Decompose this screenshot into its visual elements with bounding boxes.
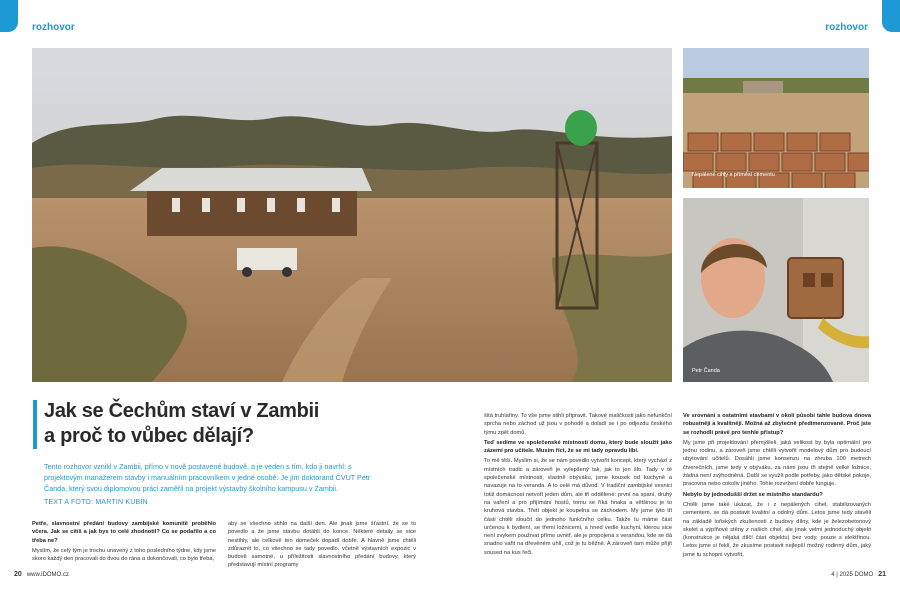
main-photo-building	[32, 48, 672, 382]
text-column-1	[32, 520, 216, 565]
caption-portrait: Petr Čanda	[692, 368, 720, 374]
interview-answer: šitá truhlařiny. To vše jsme stihli připravit. Takové maličkosti jako nefunkční sprcha nebo záchod už jsou v pohodě a doladí se i po odjezdu českého týmu zpět domů.	[484, 413, 672, 436]
interview-answer: My jsme při projektování přemýšleli, jaká velikost by byla optimální pro jednu rodinu, a zároveň jsme chtěli vytvořit modelový dům pro budoucí ubytování učitelů. Dosáhli jsme konsenzu na zhruba 100 metrech čtverečních, jsme tedy v obýváku, za námi jsou tři stejně velké ložnice, žádná není zvýhodněná. Další se využít podle potřeby, jako dětské pokoje, pracovna nebo cokoliv jiného. Tohle rozvržení dobře funguje.	[683, 439, 872, 488]
section-label-left: rozhovor	[32, 22, 75, 33]
headline-accent-bar	[33, 400, 37, 449]
headline-line-1: Jak se Čechům staví v Zambii	[44, 400, 320, 422]
page-number-left: 20	[14, 571, 22, 578]
article-headline	[44, 399, 344, 449]
caption-bricks: Nepálené cihly s příměsí cementu	[692, 172, 775, 178]
interview-answer: To mě těší. Myslím si, že se nám povedlo vytvořit koncept, který vychází z místních tradic a zároveň je vylepšený tak, jak to jen šlo. Tady v té společenské místnosti, vlastně obýváku, jsme kousek od kuchyně a navazuje na to veranda. A to celé má důvod. V tradiční zambijské vesnici totiž domácnost netvoří jeden dům, ale tři oddělené: první na spaní, druhý na vaření a pro přijímání hostů, tomu se říká hnaka a většinou je to kruhová stavba. Třetí objekt je koupelna se záchodem. My jsme tyto tři části chtěli sloučit do jednoho funkčního celku. Takže tu máme část určenou k bydlení, se třemi ložnicemi, a hned vedle kuchyni, kterou sice není zvykem používat přímo uvnitř, ale je propojena s verandou, kde se dá snadno vařit na dřevěném uhlí, což je tu běžné. A zároveň tam může přijít soused na kus řeči.	[484, 458, 672, 556]
photo-bricks	[683, 48, 869, 188]
section-label-right: rozhovor	[825, 22, 868, 33]
interview-answer: Myslím, že celý tým je trochu unavený z toho posledního týdne, kdy jsme skoro každý den pracovali do dvou do rána a dokončovali, co bylo třeba,	[32, 547, 216, 563]
interview-question: Nebylo by jednodušší držet se místního standardu?	[683, 491, 823, 498]
text-column-2	[228, 520, 416, 572]
interview-question: Petře, slavnostní předání budovy zambijské komunitě proběhlo včera. Jak se cítíš a jak bys to celé zhodnotil? Co se podařilo a co třeba ne?	[32, 521, 216, 544]
interview-question: Teď sedíme ve společenské místnosti domu, který bude sloužit jako zázemí pro učitele. Musím říct, že se mi tady opravdu líbí.	[484, 439, 672, 455]
page-number-right: 21	[878, 571, 886, 578]
article-byline: TEXT A FOTO: MARTIN KUBÍN	[44, 499, 148, 506]
article-lead: Tento rozhovor vznikl v Zambii, přímo v nově postavené budově, a je veden s tím, kdo ji navrhl: s projektovým manažerem stavby i manuálním pracovníkem v jedné osobě. Je jím doktorand ČVUT Petr Čanda, který svou diplomovou práci zaměřil na projekt výstavby školního kampusu v Zambii.	[44, 462, 371, 493]
interview-question: Ve srovnání s ostatními stavbami v okolí působí tahle budova dnova robustněji a kvalitněji. Možná až zbytečně předimenzovaně. Proč jste se rozhodli právě pro tenhle přístup?	[683, 413, 871, 436]
text-column-3	[484, 412, 672, 559]
headline-line-2: a proč to vůbec dělají?	[44, 425, 254, 447]
interview-answer: aby se všechno stihlo na další den. Ale jinak jsme šťastní, že se to povedlo a že jsme stavbu dotáhli do konce. Některé detaily se sice nestihly, ale celkově ten domeček dopadl dobře. A hlavně jsme chtěli zdůraznit to, co všechno se tady povedlo, včetně výstavních expozic v budově samotné, u příležitosti slavnostního předání budovy, který představují místní programy	[228, 521, 416, 569]
page-tab-right	[882, 0, 900, 32]
interview-answer: Chtěli jsme také ukázat, že i z nepálených cihel, stabilizovaných cementem, se dá postavit kvalitní a odolný dům. Letos jsme tedy stavěli na základě loňských zkušeností z budovy dílny, kde je železobetonový skelet a výplňové stěny z našich cihel, ale jinak velmi jednoduchý objekt (konstrukce je nějaká dílčí část objektu) bez vody, pouze s elektřinou. Letos jsme si řekli, že zkusíme postavit nejlepší možný rodinný dům, jaký jsme tu schopni vytvořit,	[683, 501, 871, 558]
footer-website: www.iDOMO.cz	[26, 572, 69, 578]
footer-left	[14, 571, 69, 578]
footer-right	[831, 571, 886, 578]
page-tab-left	[0, 0, 18, 32]
text-column-4	[683, 412, 871, 561]
photo-portrait	[683, 198, 869, 382]
footer-issue: 4 | 2025 DOMO	[831, 572, 874, 578]
